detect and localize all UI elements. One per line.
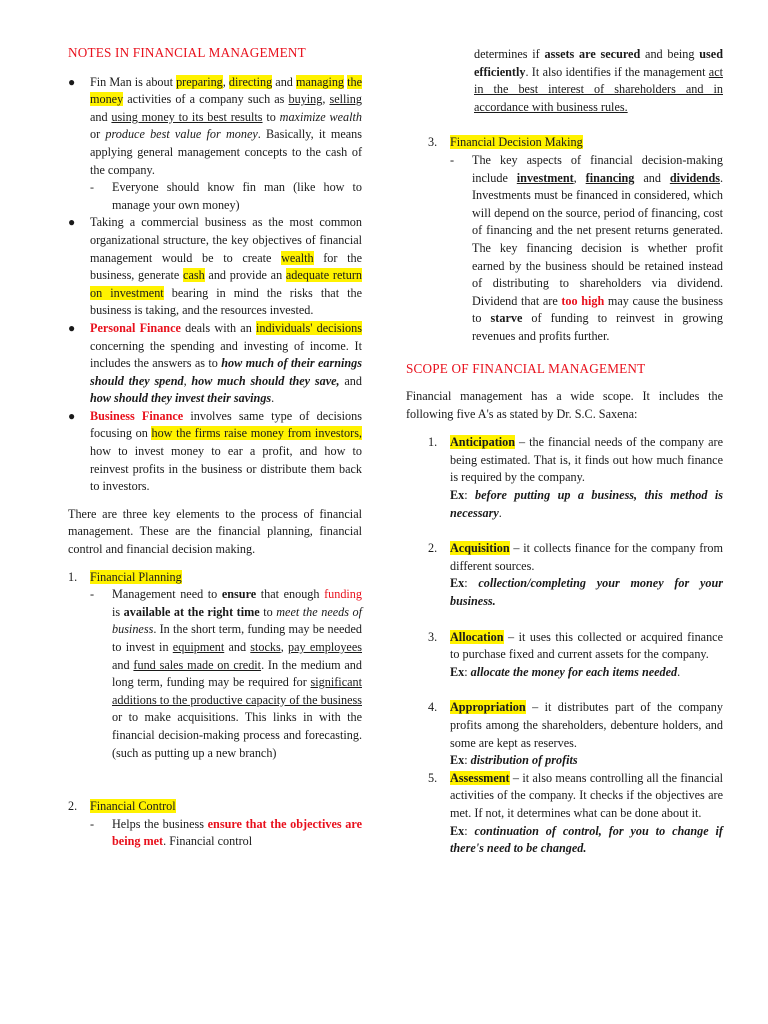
scope-item [406,434,723,522]
dash-item: - Everyone should know fin man (like how to manage your own money) [90,180,362,212]
scope-item-desc: – it distributes part of the company profits among the shareholders, debenture holders, and some are kept as reserves. [450,700,723,750]
item-financial-planning: 1. Financial Planning - Management need to ensure that enough funding is available at the right time to meet the needs of business. In the short term, funding may be needed to invest in equipment and stocks, pay employees and fund sales made on credit. In the medium and long term, funding may be required for significant additions to the productive capacity of the business or to make acquisitions. This links in with the financial decision-making process and forecasting. (such as putting up a new branch) [68,569,362,763]
scope-item-example: Ex: before putting up a business, this method is necessary. [450,488,724,520]
bullet-text: Personal Finance deals with an individuals' decisions concerning the spending and investing of income. It includes the answers as to how much of their earnings should they spend, how much should they save, and how should they invest their savings. [90,320,362,406]
scope-list [406,434,723,857]
scope-item [406,629,723,682]
dash-marker: - [90,587,95,602]
bullet-icon: ● [68,74,76,89]
bullet-business-finance [68,408,362,496]
scope-item-number: 3. [428,629,438,644]
dash-item: - Management need to ensure that enough funding is available at the right time to meet the needs of business. In the short term, funding may be needed to invest in equipment and stocks, pay employees and fund sales made on credit. In the medium and long term, funding may be required for significant additions to the productive capacity of the business or to make acquisitions. This links in with the financial decision-making process and forecasting. (such as putting up a new branch) [90,587,362,760]
scope-item-term: Anticipation [450,435,516,450]
bullet-icon: ● [68,320,76,335]
scope-item-example: Ex: collection/completing your money for your business. [450,576,723,609]
item-financial-control: 2. Financial Control - Helps the business ensure that the objectives are being met. Financial control [68,798,362,851]
bullet-icon: ● [68,215,76,230]
scope-intro: Financial management has a wide scope. It includes the following five A's as stated by Dr. S.C. Saxena: [406,389,723,421]
scope-item-number: 5. [428,770,438,785]
right-column [406,46,723,876]
bullet-text: Fin Man is about preparing, directing and managing the money activities of a company such as buying, selling and using money to its best results to maximize wealth or produce best value for money. Basically, it means applying general management concepts to the cash of the company. - Everyone should know fin man (like how to manage your own money) [90,74,362,215]
dash-marker: - [450,152,455,167]
scope-item-body [450,699,723,769]
dash-item: - The key aspects of financial decision-making include investment, financing and dividends. Investments must be financed in considered, which will depend on the source, period of financing, cost of financing and the net present returns generated. The key financing decision is whether profit earned by the business should be retained instead of distributing to shareholders via dividend. Dividend that are too high may cause the business to starve of funding to reinvest in growing revenues and profits further. [450,152,724,343]
bullet-personal-finance [68,320,362,408]
scope-item-body [450,540,723,610]
scope-item-term: Assessment [450,770,510,785]
scope-item-desc: – it uses this collected or acquired finance to purchase fixed and current assets for the company. [450,629,723,662]
dash-marker: - [90,180,94,195]
scope-title: SCOPE OF FINANCIAL MANAGEMENT [406,360,646,376]
scope-item-number: 4. [428,700,438,715]
scope-item-desc: – the financial needs of the company are being estimated. That is, it finds out how much finance is required by the company. [450,435,723,485]
dash-marker: - [90,816,95,831]
scope-item-example: Ex: distribution of profits [450,753,578,768]
scope-item [406,770,723,858]
scope-item-example: Ex: continuation of control, for you to change if there's need to be changed. [450,823,723,856]
scope-item-body [450,434,723,522]
scope-item [406,540,723,610]
scope-item-example: Ex: allocate the money for each items needed. [450,664,681,679]
scope-item-term: Acquisition [450,541,510,556]
financial-control-continued: determines if assets are secured and being used efficiently. It also identifies if the management act in the best interest of shareholders and in accordance with business rules. [474,47,723,114]
scope-item-number: 2. [428,541,438,556]
bullet-fin-man [68,74,362,215]
scope-item-term: Allocation [450,629,504,644]
bullet-objectives [68,214,362,320]
item-title: Financial Decision Making [450,135,583,150]
scope-item-desc: – it also means controlling all the financial activities of the company. It checks if the objectives are met. If not, it determines what can be done about it. [450,770,723,820]
scope-item-number: 1. [428,435,438,450]
item-title: Financial Control [90,799,176,814]
scope-item-body [450,770,723,858]
page-title: NOTES IN FINANCIAL MANAGEMENT [68,45,306,60]
scope-item [406,699,723,769]
bullet-icon: ● [68,408,76,423]
scope-item-desc: – it collects finance for the company from different sources. [450,541,723,573]
bullet-text: Taking a commercial business as the most common organizational structure, the key objectives of financial management would be to create wealth for the business, generate cash and provide an adequate return on investment bearing in mind the risks that the business is taking, and the resources invested. [90,215,363,318]
left-column [68,44,362,851]
scope-item-body [450,629,723,682]
item-title: Financial Planning [90,569,182,584]
bullet-text: Business Finance involves same type of decisions focusing on how the firms raise money from investors, how to invest money to ear a profit, and how to reinvest profits in the business or distribute them back to investors. [90,408,362,494]
scope-item-term: Appropriation [450,700,526,715]
dash-item: - Helps the business ensure that the objectives are being met. Financial control [90,816,362,849]
item-financial-decision-making: 3. Financial Decision Making - The key aspects of financial decision-making include investment, financing and dividends. Investments must be financed in considered, which will depend on the source, period of financing, cost of financing and the net present returns generated. The key financing decision is whether profit earned by the business should be retained instead of distributing to shareholders via dividend. Dividend that are too high may cause the business to starve of funding to reinvest in growing revenues and profits further. [406,134,723,345]
paragraph-three-elements: There are three key elements to the process of financial management. These are the financial planning, financial control and financial decision making. [68,506,362,557]
